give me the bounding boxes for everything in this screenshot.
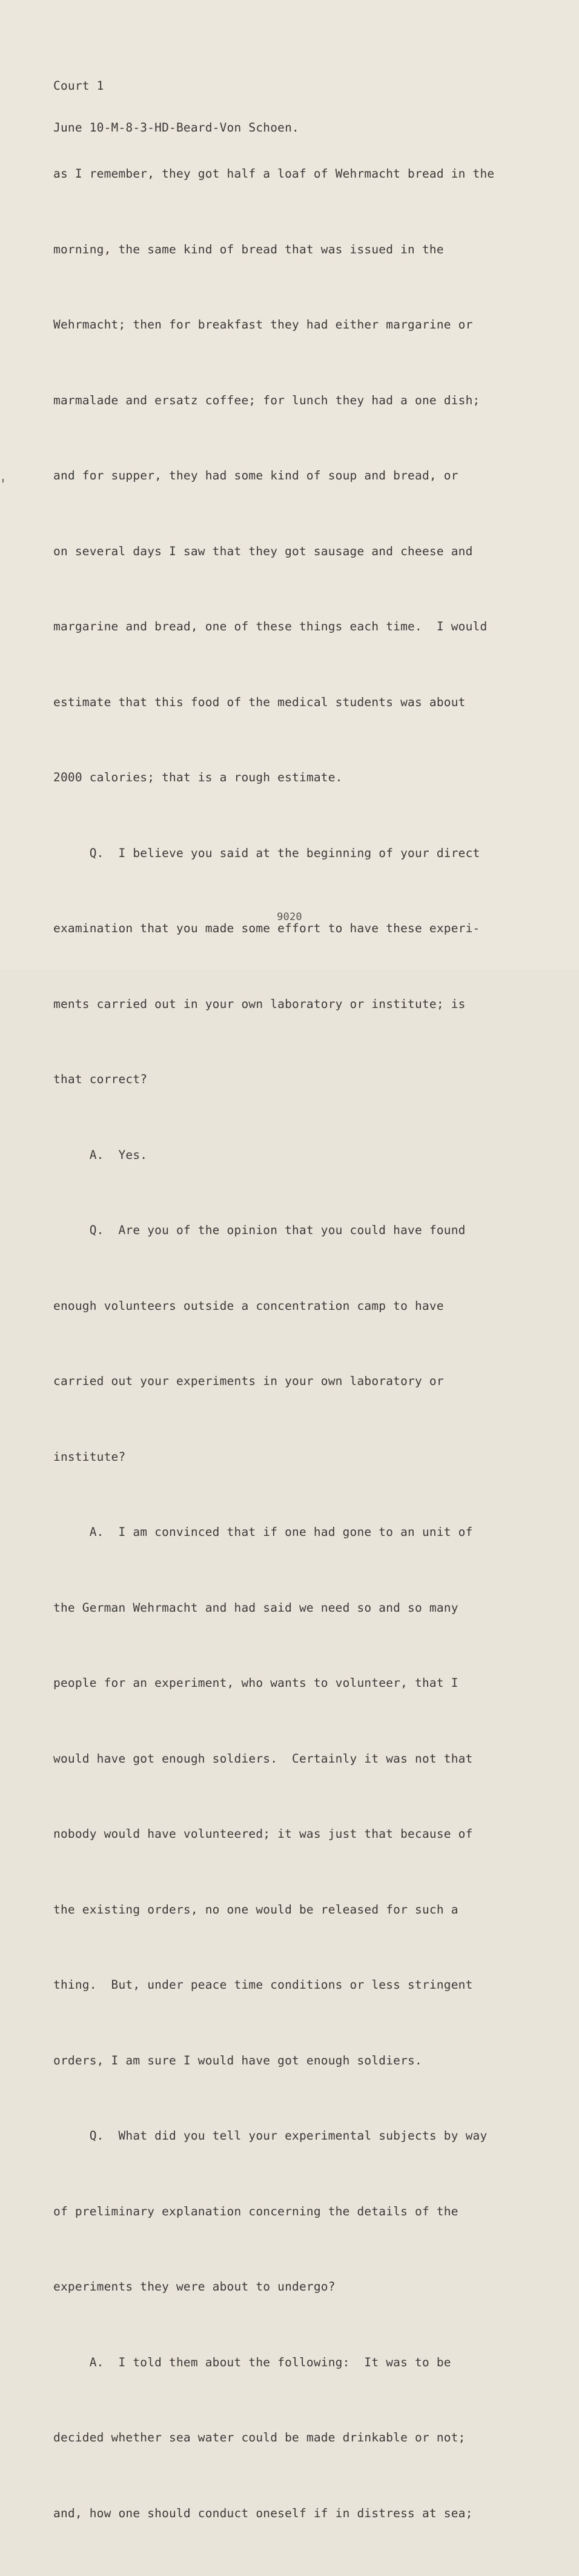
transcript-line: would have got enough soldiers. Certainly it was not that xyxy=(53,1751,473,1766)
transcript-line: A. Yes. xyxy=(53,1147,148,1162)
transcript-line: and for supper, they had some kind of soup and bread, or xyxy=(53,469,458,482)
transcript-line: and, how one should conduct oneself if in distress at sea; xyxy=(53,2506,473,2520)
transcript-line: Q. What did you tell your experimental subjects by way xyxy=(53,2129,488,2143)
transcript-line: that correct? xyxy=(53,1072,148,1086)
transcript-line: experiments they were about to undergo? xyxy=(53,2280,336,2294)
transcript-line: as I remember, they got half a loaf of Wehrmacht bread in the xyxy=(53,167,495,181)
transcript-line: examination that you made some effort to have these experi- xyxy=(53,921,480,935)
transcript-line: carried out your experiments in your own laboratory or xyxy=(53,1374,444,1388)
transcript-line: Q. Are you of the opinion that you could have found xyxy=(53,1223,466,1237)
header-court: Court 1 xyxy=(53,79,104,93)
transcript-line: nobody would have volunteered; it was just that because of xyxy=(53,1827,473,1841)
transcript-line: decided whether sea water could be made drinkable or not; xyxy=(53,2431,466,2444)
transcript-line: A. I told them about the following: It was to be xyxy=(53,2355,451,2369)
transcript-line: A. I am convinced that if one had gone to an unit of xyxy=(53,1525,473,1539)
transcript-line: estimate that this food of the medical students was about xyxy=(53,695,466,709)
margin-mark xyxy=(2,479,4,482)
transcript-line: 2000 calories; that is a rough estimate. xyxy=(53,770,343,784)
transcript-line: the existing orders, no one would be released for such a xyxy=(53,1902,458,1917)
transcript-line: Wehrmacht; then for breakfast they had either margarine or xyxy=(53,318,473,332)
transcript-body xyxy=(53,111,494,2576)
page-number: 9020 xyxy=(277,911,302,923)
transcript-line: of preliminary explanation concerning the details of the xyxy=(53,2204,458,2218)
transcript-line: morning, the same kind of bread that was issued in the xyxy=(53,242,444,256)
transcript-line: marmalade and ersatz coffee; for lunch they had a one dish; xyxy=(53,393,480,407)
transcript-line: the German Wehrmacht and had said we need so and so many xyxy=(53,1600,458,1615)
transcript-line: thing. But, under peace time conditions or less stringent xyxy=(53,1978,473,1992)
transcript-line: orders, I am sure I would have got enough soldiers. xyxy=(53,2053,422,2067)
header-session-reference: June 10-M-8-3-HD-Beard-Von Schoen. xyxy=(53,121,299,135)
transcript-line: on several days I saw that they got sausage and cheese and xyxy=(53,544,473,558)
transcript-line: ments carried out in your own laboratory or institute; is xyxy=(53,996,466,1011)
transcript-line: people for an experiment, who wants to volunteer, that I xyxy=(53,1676,458,1690)
transcript-line: Q. I believe you said at the beginning of your direct xyxy=(53,846,480,860)
transcript-line: margarine and bread, one of these things each time. I would xyxy=(53,619,488,633)
transcript-line: institute? xyxy=(53,1449,126,1464)
transcript-line: enough volunteers outside a concentration camp to have xyxy=(53,1298,444,1313)
